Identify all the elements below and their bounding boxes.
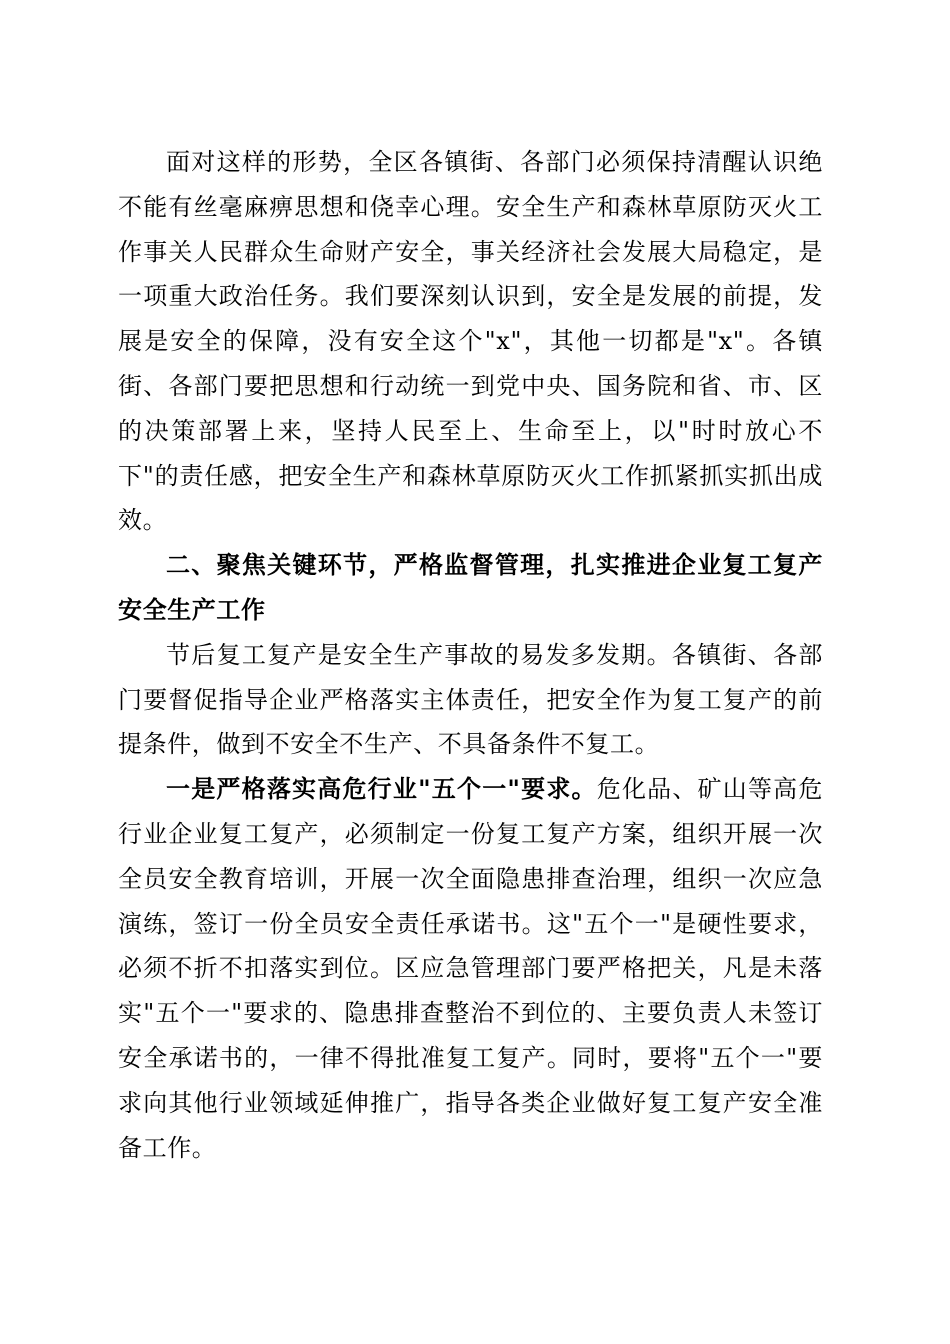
paragraph-lead: 一是严格落实高危行业"五个一"要求。 (166, 775, 597, 804)
paragraph-high-risk (118, 767, 823, 1170)
section-heading-2: 二、聚焦关键环节，严格监督管理，扎实推进企业复工复产安全生产工作 (118, 551, 823, 624)
paragraph-body: 危化品、矿山等高危行业企业复工复产，必须制定一份复工复产方案，组织开展一次全员安全教育培训，开展一次全面隐患排查治理，组织一次应急演练，签订一份全员安全责任承诺书。这"五个一"是硬性要求，必须不折不扣落实到位。区应急管理部门要严格把关，凡是未落实"五个一"要求的、隐患排查整治不到位的、主要负责人未签订安全承诺书的，一律不得批准复工复产。同时，要将"五个一"要求向其他行业领域延伸推广，指导各类企业做好复工复产安全准备工作。 (118, 775, 823, 1162)
paragraph-resumption: 节后复工复产是安全生产事故的易发多发期。各镇街、各部门要督促指导企业严格落实主体责任，把安全作为复工复产的前提条件，做到不安全不生产、不具备条件不复工。 (118, 640, 823, 759)
document-page (118, 140, 823, 1170)
paragraph-situation: 面对这样的形势，全区各镇街、各部门必须保持清醒认识绝不能有丝毫麻痹思想和侥幸心理。安全生产和森林草原防灭火工作事关人民群众生命财产安全，事关经济社会发展大局稳定，是一项重大政治任务。我们要深刻认识到，安全是发展的前提，发展是安全的保障，没有安全这个"x"，其他一切都是"x"。各镇街、各部门要把思想和行动统一到党中央、国务院和省、市、区的决策部署上来，坚持人民至上、生命至上，以"时时放心不下"的责任感，把安全生产和森林草原防灭火工作抓紧抓实抓出成效。 (118, 148, 823, 535)
